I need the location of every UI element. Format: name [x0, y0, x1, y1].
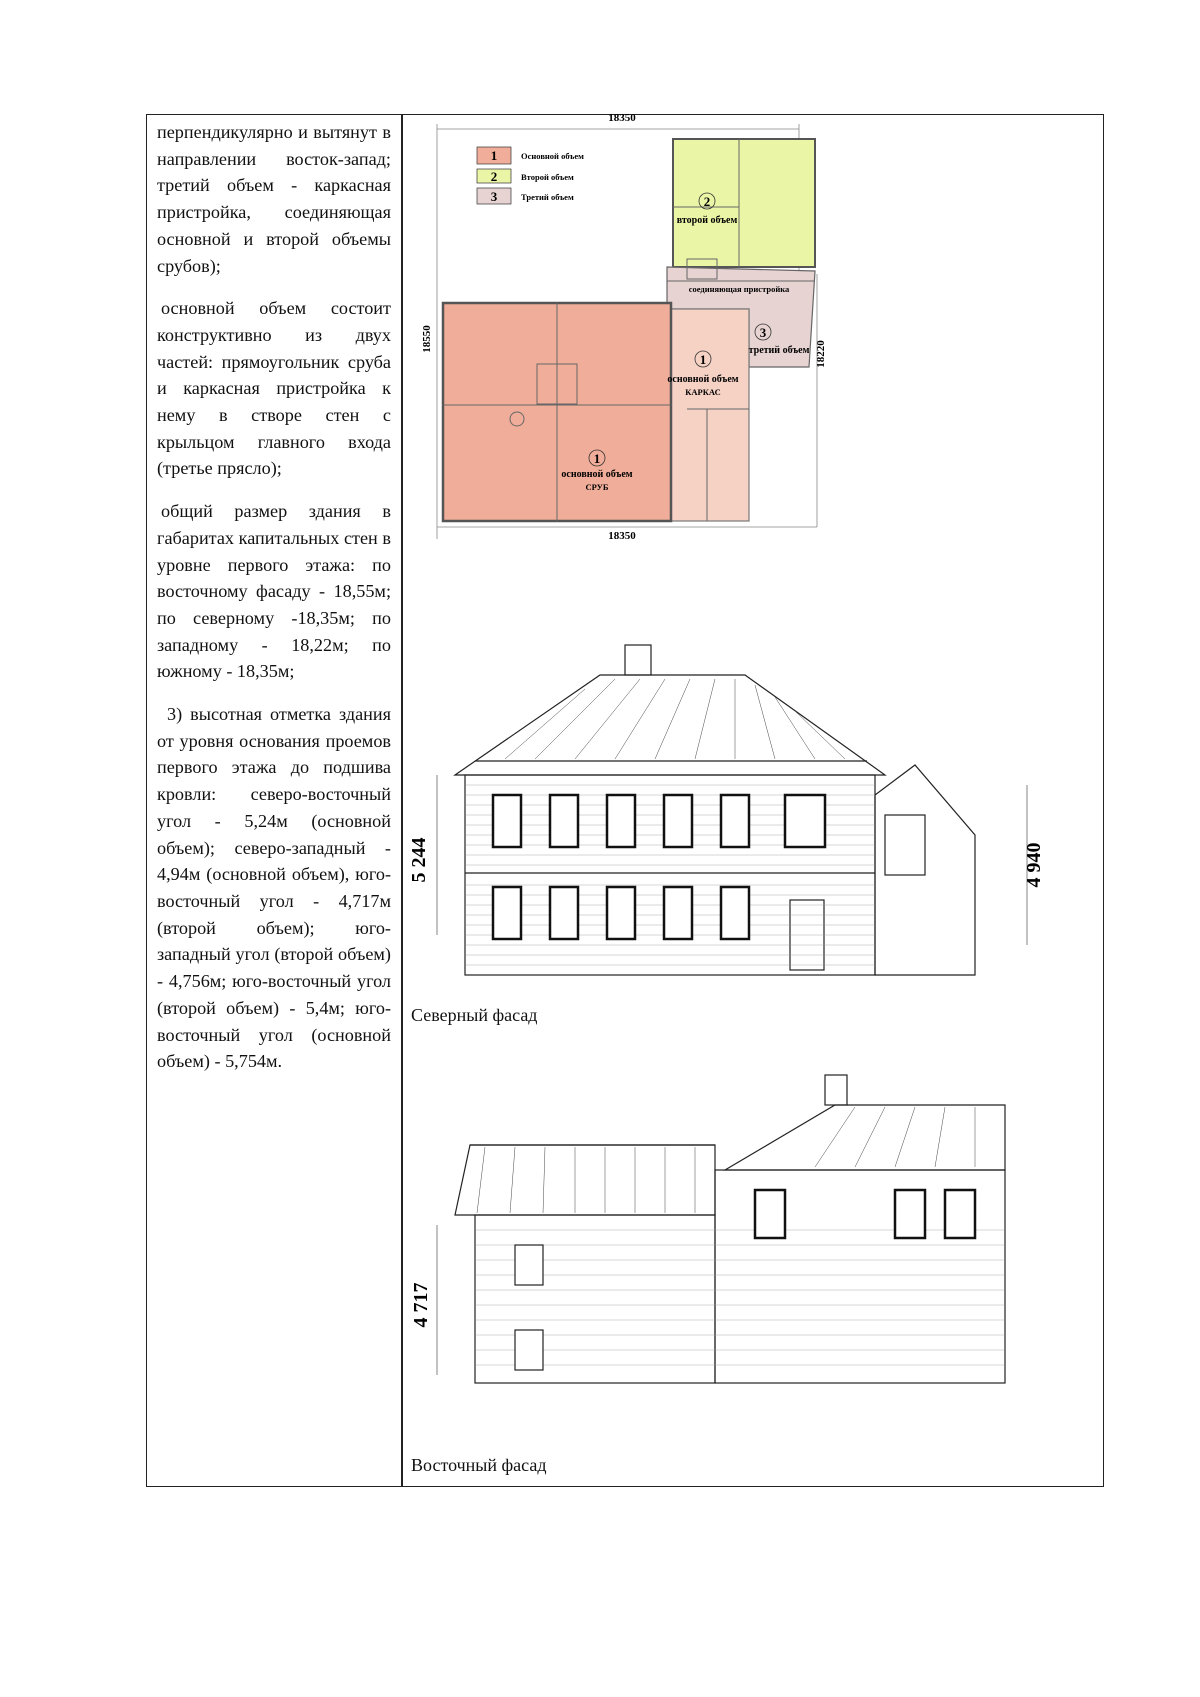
plan-dim-top: 18350 [608, 112, 636, 124]
legend-label-3: Третий объем [521, 192, 574, 202]
paragraph-main-volume: основной объем состоит конструктивно из двух частей: прямоугольник сруба и каркасная пристройка к нему в створе стен с крыльцом главного входа (третье прясло); [157, 298, 391, 479]
legend-num-1: 1 [490, 148, 498, 163]
east-facade-drawing [410, 1065, 1055, 1395]
plan-main-log-sub: СРУБ [585, 482, 609, 492]
plan-second-label: второй объем [676, 215, 738, 226]
plan-dim-right: 18220 [815, 340, 827, 368]
plan-dim-left: 18550 [421, 325, 433, 353]
plan-second-num: 2 [703, 194, 711, 209]
column-divider [401, 115, 403, 1486]
document-table [146, 114, 1104, 1487]
plan-connector-label: соединяющая пристройка [688, 284, 790, 294]
plan-main-log-num: 1 [593, 451, 601, 466]
plan-main-frame-num: 1 [699, 352, 707, 367]
legend-num-2: 2 [490, 169, 498, 184]
plan-third-num: 3 [759, 325, 767, 340]
paragraph-height-marks: 3) высотная отметка здания от уровня основания проемов первого этажа до подшива кровли: северо-восточный угол - 5,24м (основной объем); северо-западный - 4,94м (основной объем), юго-восточный угол - 4,717м (второй объем); юго-западный угол (второй объем) - 4,756м; юго-восточный угол (второй объем) - 5,4м; юго-восточный угол (основной объем) - 5,754м. [157, 704, 391, 1072]
north-facade-drawing [408, 635, 1055, 985]
plan-main-frame-sub: КАРКАС [685, 387, 721, 397]
plan-third-label: третий объем [748, 345, 810, 356]
paragraph-volumes: перпендикулярно и вытянут в направлении восток-запад; третий объем - каркасная пристройка, соединяющая основной и второй объемы срубов); [157, 122, 391, 276]
legend-label-1: Основной объем [521, 151, 584, 161]
plan-main-frame-label: основной объем [667, 374, 739, 385]
plan-main-log-label: основной объем [561, 469, 633, 480]
text-column [157, 119, 391, 1091]
north-facade-caption: Северный фасад [411, 1005, 538, 1025]
plan-legend [477, 147, 584, 204]
north-dim-left: 5 244 [408, 837, 430, 883]
plan-dim-bottom: 18350 [608, 530, 636, 542]
floor-plan-figure [417, 109, 837, 541]
plan-second-volume [673, 139, 815, 267]
east-dim-left: 4 717 [410, 1282, 432, 1328]
plan-main-frame [667, 309, 749, 521]
north-dim-right: 4 940 [1023, 842, 1045, 888]
paragraph-overall-size: общий размер здания в габаритах капитальных стен в уровне первого этажа: по восточному фасаду - 18,55м; по северному -18,35м; по западному - 18,22м; по южному - 18,35м; [157, 501, 391, 682]
legend-num-3: 3 [490, 189, 498, 204]
east-facade-caption: Восточный фасад [411, 1455, 547, 1475]
legend-label-2: Второй объем [521, 172, 574, 182]
